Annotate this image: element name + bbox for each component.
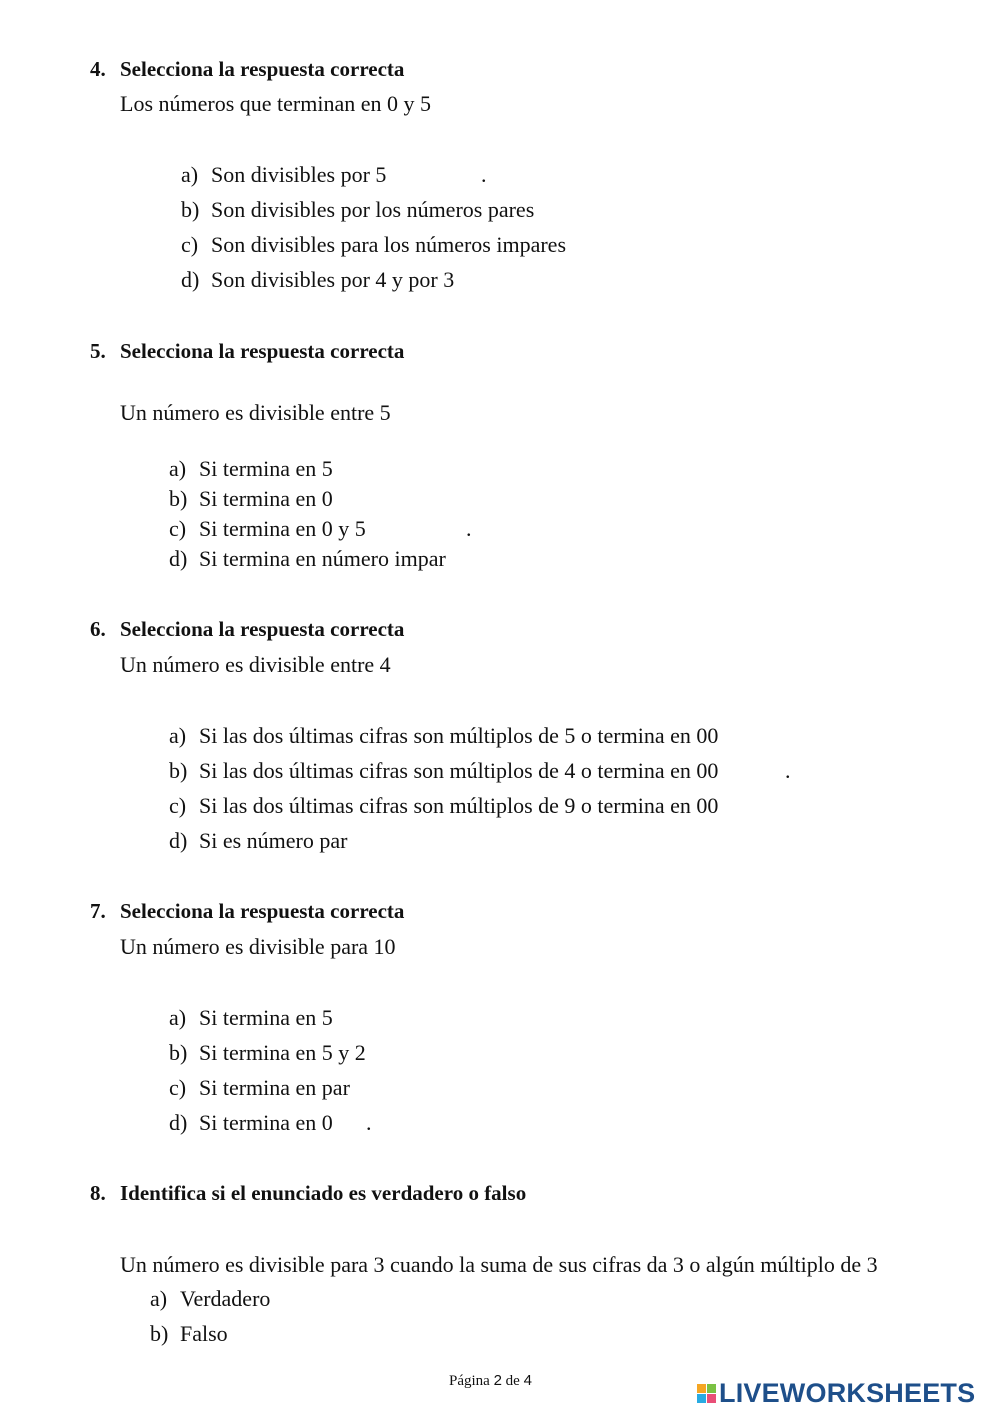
- option-d[interactable]: [169, 828, 347, 854]
- option-text: Si es número par: [199, 828, 348, 853]
- answer-blank[interactable]: .: [481, 162, 487, 187]
- option-text: Si las dos últimas cifras son múltiplos de 9 o termina en 00: [199, 793, 719, 818]
- option-letter: a): [150, 1286, 168, 1311]
- option-text: Si termina en 5 y 2: [199, 1040, 366, 1065]
- question-number: 4.: [90, 57, 106, 81]
- option-d[interactable]: [169, 1110, 333, 1136]
- option-letter: d): [169, 1110, 188, 1135]
- question-title: [90, 617, 404, 642]
- option-letter: c): [169, 1075, 187, 1100]
- option-b[interactable]: [150, 1321, 228, 1347]
- question-title: [90, 1181, 526, 1206]
- option-letter: b): [169, 758, 188, 783]
- answer-blank[interactable]: .: [366, 1110, 372, 1135]
- option-letter: b): [181, 197, 200, 222]
- option-letter: b): [150, 1321, 169, 1346]
- option-a[interactable]: [150, 1286, 270, 1312]
- option-b[interactable]: [169, 1040, 366, 1066]
- option-letter: a): [169, 456, 187, 481]
- option-text: Si termina en 0: [199, 486, 333, 511]
- option-d[interactable]: [181, 267, 454, 293]
- option-a[interactable]: [169, 1005, 333, 1031]
- question-title: [90, 57, 404, 82]
- question-statement: Un número es divisible para 3 cuando la suma de sus cifras da 3 o algún múltiplo de 3: [120, 1252, 878, 1277]
- page-current: 2: [493, 1372, 502, 1389]
- logo-square: [697, 1384, 706, 1393]
- option-a[interactable]: [169, 456, 333, 482]
- option-c[interactable]: [169, 1075, 350, 1101]
- option-text: Si las dos últimas cifras son múltiplos de 5 o termina en 00: [199, 723, 719, 748]
- question-statement: Un número es divisible para 10: [120, 934, 396, 959]
- option-letter: d): [169, 828, 188, 853]
- question-title-text: Selecciona la respuesta correcta: [120, 339, 405, 363]
- question-number: 7.: [90, 899, 106, 923]
- question-number: 6.: [90, 617, 106, 641]
- question-statement: Un número es divisible entre 4: [120, 652, 391, 677]
- option-text: Si termina en 0 y 5: [199, 516, 366, 541]
- question-title-text: Identifica si el enunciado es verdadero o falso: [120, 1181, 527, 1205]
- option-letter: b): [169, 1040, 188, 1065]
- option-letter: c): [169, 793, 187, 818]
- option-a[interactable]: [169, 723, 718, 749]
- question-title-text: Selecciona la respuesta correcta: [120, 899, 405, 923]
- option-text: Si termina en 5: [199, 1005, 333, 1030]
- option-text: Verdadero: [180, 1286, 271, 1311]
- option-text: Si termina en 5: [199, 456, 333, 481]
- option-text: Son divisibles por 4 y por 3: [211, 267, 455, 292]
- option-letter: a): [181, 162, 199, 187]
- answer-blank[interactable]: .: [785, 758, 791, 783]
- option-a[interactable]: [181, 162, 386, 188]
- logo-square: [707, 1394, 716, 1403]
- option-text: Falso: [180, 1321, 228, 1346]
- option-c[interactable]: [181, 232, 566, 258]
- option-b[interactable]: [169, 758, 718, 784]
- liveworksheets-logo-icon: [697, 1384, 716, 1403]
- question-title-text: Selecciona la respuesta correcta: [120, 617, 405, 641]
- liveworksheets-brand[interactable]: [697, 1377, 976, 1408]
- option-b[interactable]: [181, 197, 534, 223]
- logo-square: [697, 1394, 706, 1403]
- page-total: 4: [523, 1372, 532, 1389]
- page-footer: [449, 1372, 532, 1390]
- question-title-text: Selecciona la respuesta correcta: [120, 57, 405, 81]
- option-letter: c): [181, 232, 199, 257]
- option-letter: d): [181, 267, 200, 292]
- option-d[interactable]: [169, 546, 446, 572]
- question-number: 5.: [90, 339, 106, 363]
- option-c[interactable]: [169, 516, 366, 542]
- option-letter: b): [169, 486, 188, 511]
- option-text: Son divisibles por los números pares: [211, 197, 535, 222]
- question-number: 8.: [90, 1181, 106, 1205]
- page-word: Página: [449, 1373, 490, 1389]
- logo-square: [707, 1384, 716, 1393]
- option-text: Son divisibles para los números impares: [211, 232, 567, 257]
- brand-name: LIVEWORKSHEETS: [719, 1377, 976, 1408]
- option-b[interactable]: [169, 486, 333, 512]
- option-text: Si las dos últimas cifras son múltiplos de 4 o termina en 00: [199, 758, 719, 783]
- option-text: Son divisibles por 5: [211, 162, 387, 187]
- question-title: [90, 899, 404, 924]
- option-text: Si termina en 0: [199, 1110, 333, 1135]
- option-letter: c): [169, 516, 187, 541]
- option-text: Si termina en número impar: [199, 546, 446, 571]
- option-letter: d): [169, 546, 188, 571]
- answer-blank[interactable]: .: [466, 516, 472, 541]
- option-letter: a): [169, 1005, 187, 1030]
- option-letter: a): [169, 723, 187, 748]
- option-text: Si termina en par: [199, 1075, 350, 1100]
- question-statement: Un número es divisible entre 5: [120, 400, 391, 425]
- question-statement: Los números que terminan en 0 y 5: [120, 91, 431, 116]
- question-title: [90, 339, 404, 364]
- of-word: de: [505, 1373, 520, 1389]
- option-c[interactable]: [169, 793, 718, 819]
